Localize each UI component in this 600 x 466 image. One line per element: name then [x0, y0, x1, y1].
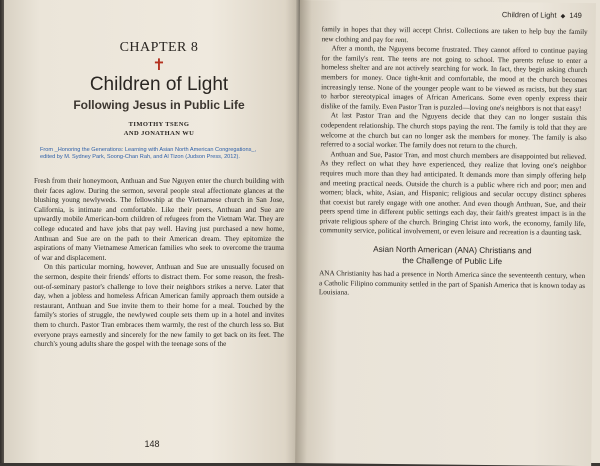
paragraph: Anthuan and Sue, Pastor Tran, and most church members are disappointed but relieved. As they reflect on what they have experienced, they realize that loving one's neighbor requires much more than they had anticipated. It demands more than simply offering help and meeting practical needs. Outside the church is a public where rich and poor; men and women; black, white, Asian, and Hispanic; religious and secular occupy distinct spheres that coexist but rarely engage with one another. And even though Anthuan, Sue, and their peers spend time in different public settings each day, their faith's greatest impact is in the private religious sphere of the church. Bringing Christ into work, the economy, family life, community service, political involvement, or even leisure and recreation is a daunting task.	[319, 150, 587, 238]
paragraph: ANA Christianity has had a presence in North America since the seventeenth century, when a Catholic Filipino community settled in the part of Spanish America that is known today as Louisiana.	[318, 269, 586, 297]
chapter-subtitle: Following Jesus in Public Life	[73, 98, 245, 112]
cross-icon: ✝	[152, 57, 166, 74]
paragraph: After a month, the Nguyens become frustrated. They cannot afford to continue paying for the family's rent. The teens are not going to school. The parents refuse to enter a homeless shelter and are not actively searching for work. In fact, they begin asking church members for money. Once tight-knit and comfortable, the mood at the church becomes increasingly tense. None of the younger people want to be viewed as racists, but they start to harbor stereotypical images of African Americans. Some even openly express their dislike of the family. Even Pastor Tran is puzzled—loving one's neighbors is not that easy!	[320, 44, 588, 113]
source-citation: From _Honoring the Generations: Learning with Asian North American Congregations_, edited by M. Sydney Park, Soong-Chan Rah, and Al Tizon (Judson Press, 2012).	[40, 147, 257, 160]
paragraph: On this particular morning, however, Anthuan and Sue are unusually focused on the sermon, despite their friends' efforts to distract them. For some reason, the fresh-out-of-seminary pastor's challenge to love their neighbors strikes a nerve. Later that day, when a jobless and homeless African American family approach them outside a restaurant, Anthuan and Sue invite them to their home for a meal. Touched by the family's stories of struggle, the newlywed couple sets them up in a hotel and invites them to church. Pastor Tran embraces them warmly, the rest of the church less so. But everyone prays earnestly and sincerely for the new family to get back on its feet. The church's young adults share the gospel with the teenage sons of the	[34, 263, 284, 349]
paragraph: At last Pastor Tran and the Nguyens decide that they can no longer sustain this codependent relationship. The church stops paying the rent. The family is told that they are welcome at the church but can no longer ask the members for money. The family is also referred to a social worker. The family does not return to the church.	[320, 111, 587, 151]
author-line-1: TIMOTHY TSENG	[128, 121, 190, 128]
diamond-icon: ◆	[560, 13, 566, 20]
left-page	[4, 0, 300, 463]
paragraph: family in hopes that they will accept Christ. Collections are taken to help buy the family new clothing and pay for rent.	[321, 25, 588, 44]
section-heading-line-2: the Challenge of Public Life	[402, 255, 503, 266]
right-body-text	[320, 25, 588, 239]
author-line-2: AND JONATHAN WU	[123, 130, 195, 137]
section-heading	[319, 244, 585, 268]
chapter-title: Children of Light	[89, 74, 229, 95]
page-number-right: 149	[569, 10, 582, 20]
chapter-label: CHAPTER 8	[119, 40, 199, 55]
running-head-title: Children of Light	[501, 10, 557, 20]
running-head	[322, 8, 582, 20]
left-body-text	[34, 177, 284, 350]
right-closing-text	[319, 269, 585, 301]
right-page	[295, 0, 596, 466]
section-heading-line-1: Asian North American (ANA) Christians and	[373, 244, 532, 256]
page-number-left: 148	[144, 439, 160, 449]
paragraph: Fresh from their honeymoon, Anthuan and Sue Nguyen enter the church building with their faces aglow. During the sermon, several people steal affectionate glances at the blushing young newlyweds. The fellowship at the Vietnamese church in San Jose, California, is intimate and comfortable. Like their peers, Anthuan and Sue are upwardly mobile American-born children of refugees from the Vietnam War. They are college educated and have jobs that pay well. Having just purchased a new home, Anthuan and Sue are on the path to their American dream. They epitomize the aspirations of many Vietnamese American families who seek to overcome the trauma of war and displacement.	[34, 177, 284, 262]
